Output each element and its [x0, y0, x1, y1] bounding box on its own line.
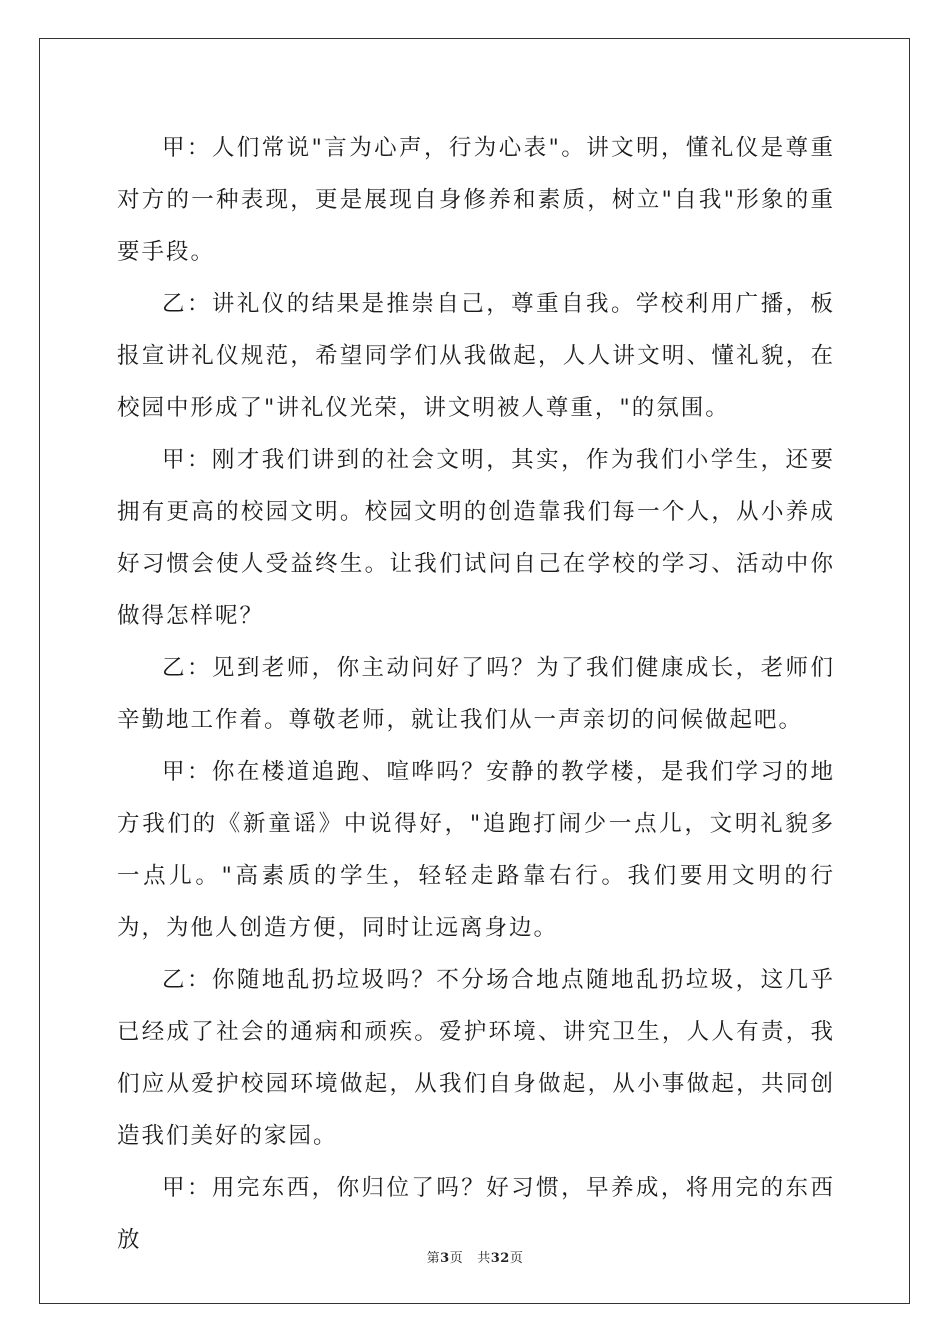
- page-footer: [0, 1247, 950, 1266]
- dialogue-paragraph: 乙：讲礼仪的结果是推崇自己，尊重自我。学校利用广播，板报宣讲礼仪规范，希望同学们从我做起，人人讲文明、懂礼貌，在校园中形成了"讲礼仪光荣，讲文明被人尊重，"的氛围。: [117, 291, 835, 421]
- page-number: 第3页: [426, 1251, 464, 1266]
- dialogue-paragraph: 乙：你随地乱扔垃圾吗？不分场合地点随地乱扔垃圾，这几乎已经成了社会的通病和顽疾。爱护环境、讲究卫生，人人有责，我们应从爱护校园环境做起，从我们自身做起，从小事做起，共同创造我们美好的家园。: [117, 967, 835, 1149]
- dialogue-paragraph: 甲：人们常说"言为心声，行为心表"。讲文明，懂礼仪是尊重对方的一种表现，更是展现自身修养和素质，树立"自我"形象的重要手段。: [117, 135, 835, 265]
- dialogue-paragraph: 甲：刚才我们讲到的社会文明，其实，作为我们小学生，还要拥有更高的校园文明。校园文明的创造靠我们每一个人，从小养成好习惯会使人受益终生。让我们试问自己在学校的学习、活动中你做得怎样呢？: [117, 447, 835, 629]
- dialogue-paragraph: 甲：用完东西，你归位了吗？好习惯，早养成，将用完的东西放: [117, 1175, 835, 1253]
- dialogue-paragraph: 乙：见到老师，你主动问好了吗？为了我们健康成长，老师们辛勤地工作着。尊敬老师，就让我们从一声亲切的问候做起吧。: [117, 655, 835, 733]
- dialogue-paragraph: 甲：你在楼道追跑、喧哗吗？安静的教学楼，是我们学习的地方我们的《新童谣》中说得好，"追跑打闹少一点儿，文明礼貌多一点儿。"高素质的学生，轻轻走路靠右行。我们要用文明的行为，为他人创造方便，同时让远离身边。: [117, 759, 835, 941]
- page-total: 共32页: [477, 1251, 524, 1266]
- document-body: [117, 122, 835, 1266]
